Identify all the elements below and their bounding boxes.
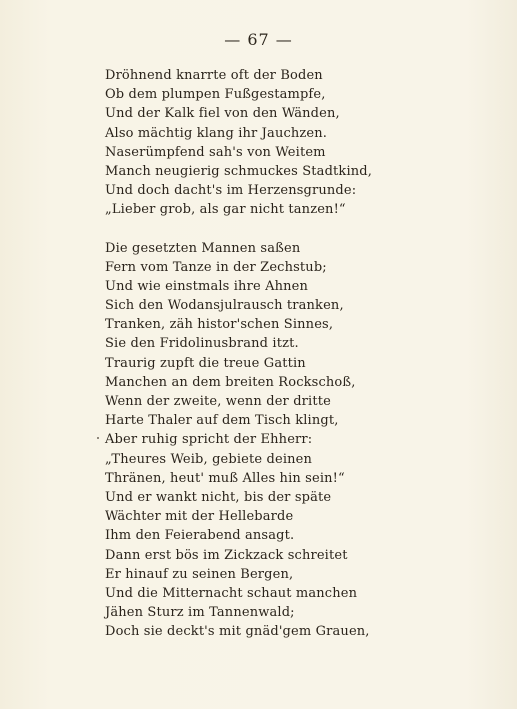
page-number: — 67 — — [224, 30, 293, 49]
stanza-2 — [105, 239, 405, 642]
poem-line: „Theures Weib, gebiete deinen — [105, 451, 313, 467]
poem-line: Naserümpfend sah's von Weitem — [105, 144, 326, 160]
poem-line: Und die Mitternacht schaut manchen — [105, 585, 358, 601]
poem-line: Also mächtig klang ihr Jauchzen. — [105, 125, 328, 141]
poem-line: Tranken, zäh histor'schen Sinnes, — [105, 317, 334, 333]
poem-line: Sie den Fridolinusbrand itzt. — [105, 336, 299, 352]
poem-line: Traurig zupft die treue Gattin — [105, 355, 306, 371]
poem-line: Dröhnend knarrte oft der Boden — [105, 68, 323, 83]
poem-line: Doch sie deckt's mit gnäd'gem Grauen, — [105, 624, 370, 640]
poem-line: Manch neugierig schmuckes Stadtkind, — [105, 163, 373, 179]
poem-line: Er hinauf zu seinen Bergen, — [105, 566, 294, 582]
poem-line: Jähen Sturz im Tannenwald; — [105, 605, 295, 621]
poem-line: Ob dem plumpen Fußgestampfe, — [105, 87, 326, 103]
poem-line: Dann erst bös im Zickzack schreitet — [105, 547, 348, 563]
poem-line: Und wie einstmals ihre Ahnen — [105, 278, 309, 294]
poem-line: Thränen, heut' muß Alles hin sein!“ — [105, 470, 345, 486]
poem-line: „Lieber grob, als gar nicht tanzen!“ — [105, 202, 346, 218]
poem-line: Und er wankt nicht, bis der späte — [105, 489, 332, 505]
poem-text — [105, 66, 405, 660]
poem-line: Sich den Wodansjulrausch tranken, — [105, 298, 344, 314]
poem-line: Und der Kalk fiel von den Wänden, — [105, 106, 340, 122]
margin-mark — [97, 437, 99, 439]
poem-line: Aber ruhig spricht der Ehherr: — [105, 432, 313, 448]
poem-line: Harte Thaler auf dem Tisch klingt, — [105, 413, 339, 429]
poem-line: Fern vom Tanze in der Zechstub; — [105, 259, 327, 275]
poem-line: Wenn der zweite, wenn der dritte — [105, 394, 331, 409]
poem-line: Und doch dacht's im Herzensgrunde: — [105, 183, 357, 199]
poem-line: Ihm den Feierabend ansagt. — [105, 528, 295, 544]
poem-line: Die gesetzten Mannen saßen — [105, 240, 301, 256]
poem-line: Wächter mit der Hellebarde — [105, 509, 294, 525]
poem-line: Manchen an dem breiten Rockschoß, — [105, 374, 356, 390]
stanza-1 — [105, 66, 405, 220]
